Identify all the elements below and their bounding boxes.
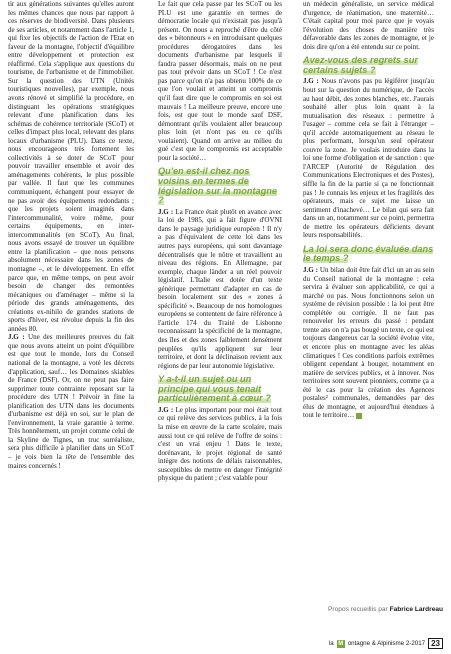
- paragraph: J.G : La France était plutôt en avance avec la loi de 1985, qui a fait figure d'OVNI dans le paysage juridique européen ! Il n'y a pas d'équivalent de cette loi dans les autres pays européens, qui sont davantage décentralisés que le nôtre et travaillent au niveau des régions. En Allemagne, par exemple, chaque länder a un réel pouvoir législatif. L'Italie est dotée d'un texte générique permettant d'adapter en cas de besoin localement sur des « zones à spécificité ». Beaucoup de nos homologues européens se contentent de faire référence à l'article 174 du Traité de Lisbonne reconnaissant la spécificité de la montagne, des îles et des zones faiblement densément peuplées qu'ils appliquent sur leur territoire, et dont la déclinaison revient aux régions de par leur autonomie législative.: [158, 207, 282, 370]
- question-heading: Qu'en est-il chez nos voisins en termes de législation sur la montagne ?: [158, 166, 277, 206]
- speaker-initials: J.G :: [303, 77, 319, 86]
- author-name: Fabrice Lardreau: [389, 606, 444, 613]
- end-mark-icon: [356, 413, 362, 419]
- paragraph: J.G : Un bilan doit être fait d'ici un an au sein du Conseil national de la montagne : cela servira à évaluer son applicabilité, ce qui a marché ou pas. Nous fonctionnons selon un système de révision possible : la loi peut être complétée ou corrigée. Il ne faut pas renouveler les erreurs du passé : pendant trente ans on n'a pas bougé un texte, ce qui est toujours dangereux car la société évolue vite, et encore plus en montagne avec les aléas climatiques ! Ces conditions parfois extrêmes obligent cependant à bouger, notamment en matière de services publics, et à innover. Nos territoires sont souvent pionniers, comme ça a été le cas pour la création des Agences postales² communales, demandées par des élus de montagne, et aujourd'hui étendues à tout le territoire…: [303, 266, 434, 420]
- paragraph: un médecin généraliste, un service médical d'urgence, de réanimation, une maternité… C'était capital pour moi parce que je voyais l'évolution des choses de manière très défavorable dans les zones de montagne, et je dois dire qu'on a été entendu sur ce point.: [303, 0, 434, 51]
- magazine-name: ontagne & Alpinisme 2-2017: [347, 640, 426, 647]
- paragraph: J.G : Une des meilleures preuves du fait que nous avons atteint un point d'équilibre est que tout le monde, lors du Conseil national de la montagne, a voté les décrets d'application, sauf… les Domaines skiables de France (DSF). Or, on ne peut pas faire supprimer toute contrainte reposant sur la procédure des UTN ! Prévoir in fine la planification des UTN dans les documents d'urbanisme est déjà en soi, sur le plan de l'environnement, la vraie garantie à terme. Très honnêtement, un projet comme celui de la Skyline de Tignes, un truc surréaliste, sera plus difficile à planifier dans un SCoT – je vois bien la tête de l'ensemble des maires concernés !: [8, 333, 134, 470]
- speaker-initials: J.G :: [158, 207, 174, 216]
- column-1: [8, 0, 134, 470]
- paragraph: Le fait que cela passe par les SCoT ou les PLU est une garantie en termes de démocratie locale qui n'existait pas jusqu'à présent. On nous a reproché d'être du côté des « bétonneurs » en introduisant quelques procédures dérogatoires dans les documents d'urbanisme par lesquels il faudra passer désormais, mais on ne peut pas tout prévoir dans un SCoT ! Ce n'est pas parce qu'on n'a pas obtenu 100% de ce que l'on voulait et atteint un compromis qu'il faut dire que le compromis en soi est mauvais ! La meilleure preuve, encore une fois, est que tout le monde sauf DSF, démontrant qu'ils voulaient aller beaucoup plus loin (et n'ont pas eu ce qu'ils voulaient). Quand on arrive au milieu du gué c'est que le compromis est acceptable pour la société…: [158, 0, 282, 162]
- question-heading: Avez-vous des regrets sur certains sujets ?: [303, 55, 418, 75]
- magazine-logo-icon: M: [338, 640, 344, 647]
- speaker-initials: J.G :: [303, 266, 318, 275]
- page-footer: [329, 638, 443, 649]
- page-number: 23: [428, 638, 443, 649]
- paragraph: J.G : Le plus important pour moi était tout ce qui relève des services publics, à la fois la mise en œuvre de la carte scolaire, mais aussi tout ce qui relève de l'offre de soins : c'est un vrai enjeu ! Dans le texte, dorénavant, le projet régional de santé intègre des notions de délais raisonnables, susceptibles de mettre en danger l'intégrité physique du patient ; c'est valable pour: [158, 405, 282, 483]
- question-heading: Y a-t-il un sujet ou un principe qui vous tenait particulièrement à cœur ?: [158, 374, 271, 404]
- question-heading: La loi sera donc évaluée dans le temps ?: [303, 243, 434, 264]
- paragraph: tir aux générations suivantes qu'elles auront les mêmes chances que nous par rapport à ces réserves de biodiversité. Dans plusieurs de ses articles, et notamment dans l'article 1, qui fixe les objectifs de l'action de l'Etat en faveur de la montagne, l'objectif d'équilibre entre développement et protection est réaffirmé. Cela s'applique aux questions du tourisme, de l'urbanisme et de l'immobilier. Sur la question des UTN (Unités touristiques nouvelles), par exemple, nous avons rénové et simplifié la procédure, en distinguant les opérations stratégiques relevant d'une planification dans les schémas de cohérence territoriale (SCoT) et celles d'impact plus local, relevant des plans locaux d'urbanisme (PLU). Dans ce texte, nous encourageons très fortement les collectivités à se doter de SCoT pour pouvoir travailler ensemble et avoir des aménagements cohérents, le plus possible par vallée. Il faut que les communes communiquent, échangent pour essayer de ne pas avoir des équipements redondants ; que les projets soient imaginés dans l'intercommunalité, voire même, pour certains équipements, en inter-intercommunalités (en SCoT). Au final, nous avons essayé de trouver un équilibre entre la planification – que nous pensons absolument nécessaire dans les zones de montagne –, et le développement. En effet parce que, en même temps, on peut avoir besoin de changer des remontées mécaniques ou d'aménager – même si la période des grands aménagements, des créations ex-nihilo de grandes stations de sports d'hiver, est révolue depuis la fin des années 80.: [8, 0, 134, 333]
- magazine-name-prefix: la: [328, 640, 334, 647]
- column-2: [158, 0, 282, 483]
- credit-line: Propos recueillis par Fabrice Lardreau: [328, 606, 444, 613]
- speaker-initials: J.G :: [158, 405, 174, 414]
- column-3: [303, 0, 434, 420]
- speaker-initials: J.G :: [8, 333, 25, 342]
- paragraph: J.G : Nous n'avons pas pu légiférer jusqu'au bout sur la question du numérique, de l'accès au haut débit, des zones blanches, etc. J'aurais souhaité aller plus loin quant à la mutualisation des réseaux : permettre à l'usager – comme cela se fait à l'étranger – qu'il accède automatiquement au réseau le plus performant, lorsqu'un seul opérateur couvre la zone. Je voulais introduire dans la loi une forme d'obligation et de sanction : que l'ARCEP (Autorité de Régulation des Communications Electroniques et des Postes), siffle la fin de la partie si ça ne fonctionnait pas ! Je connais les enjeux et les fragilités des opérateurs, mais ce sujet me laisse un sentiment d'inachevé… Le bilan qui sera fait dans un an, notamment sur ce point, permettra de mettre les opérateurs déficients devant leurs responsabilités.: [303, 77, 435, 240]
